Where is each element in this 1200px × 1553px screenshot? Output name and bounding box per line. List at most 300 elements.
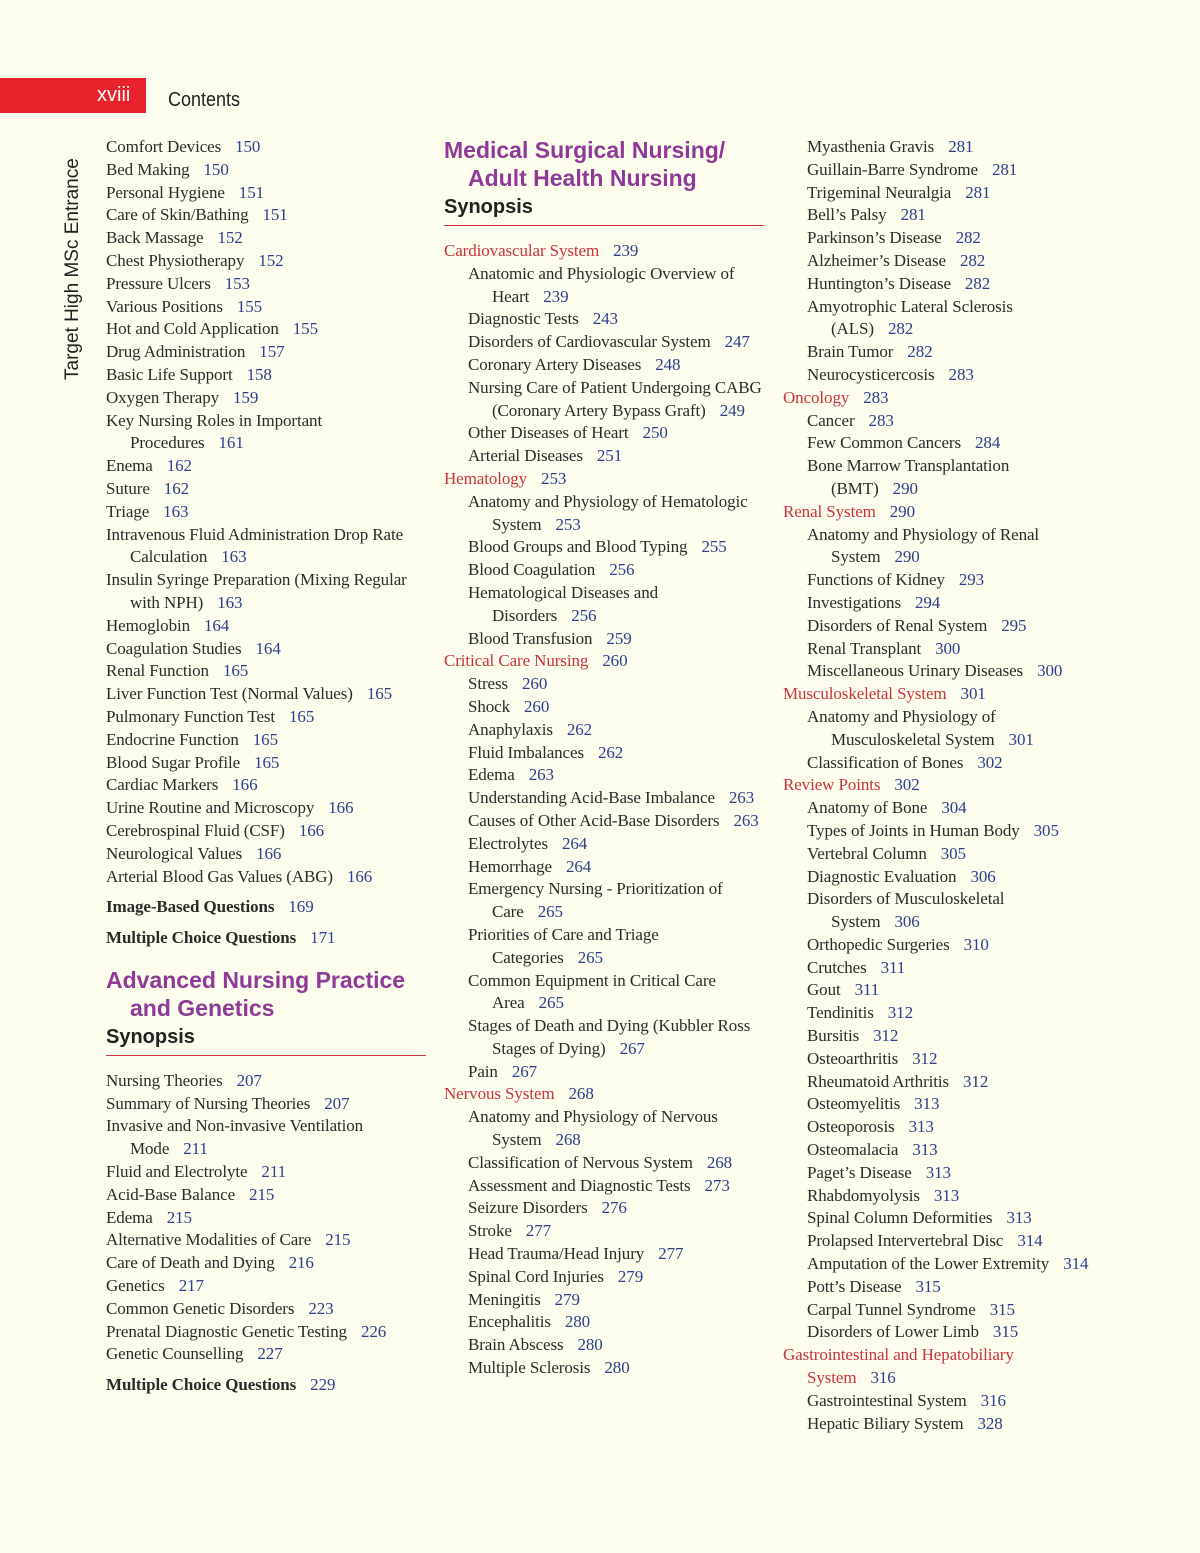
toc-entry-title: Amputation of the Lower Extremity bbox=[807, 1254, 1050, 1274]
toc-entry[interactable] bbox=[106, 866, 426, 889]
toc-entry[interactable] bbox=[106, 1229, 426, 1252]
spacer bbox=[106, 950, 426, 966]
toc-entry[interactable] bbox=[807, 524, 1093, 570]
toc-page-number: 282 bbox=[907, 342, 933, 362]
toc-page-number: 166 bbox=[347, 866, 373, 886]
toc-page-number: 249 bbox=[719, 400, 745, 420]
toc-entry-title: Insulin Syringe Preparation (Mixing Regular with NPH) bbox=[106, 570, 407, 612]
toc-entry-title: Causes of Other Acid-Base Disorders bbox=[468, 810, 720, 830]
toc-entry[interactable] bbox=[468, 810, 764, 833]
toc-entry-title: Stroke bbox=[468, 1221, 512, 1241]
toc-page-number: 313 bbox=[925, 1162, 951, 1182]
toc-entry[interactable] bbox=[106, 227, 426, 250]
toc-entry-title: Anatomy and Physiology of Musculoskeletal System bbox=[807, 706, 996, 749]
toc-section-entry[interactable] bbox=[783, 387, 1093, 410]
toc-entry-title: Care of Death and Dying bbox=[106, 1253, 275, 1273]
toc-page-number: 312 bbox=[963, 1071, 989, 1091]
toc-page-number: 166 bbox=[232, 775, 258, 795]
toc-entry[interactable] bbox=[807, 1390, 1093, 1413]
toc-entry[interactable] bbox=[807, 1025, 1093, 1048]
toc-page-number: 268 bbox=[555, 1130, 581, 1150]
toc-page-number: 315 bbox=[915, 1276, 941, 1296]
toc-entry-title: Cancer bbox=[807, 410, 855, 430]
toc-entry[interactable] bbox=[468, 1015, 764, 1061]
toc-entry-title: Assessment and Diagnostic Tests bbox=[468, 1175, 691, 1195]
toc-entry-title: Blood Sugar Profile bbox=[106, 752, 241, 772]
toc-entry[interactable] bbox=[106, 927, 426, 950]
toc-entry[interactable] bbox=[807, 957, 1093, 980]
toc-entry[interactable] bbox=[468, 1289, 764, 1312]
toc-entry[interactable] bbox=[807, 934, 1093, 957]
toc-entry[interactable] bbox=[468, 1357, 764, 1380]
toc-entry-title: Disorders of Renal System bbox=[807, 615, 988, 635]
toc-page-number: 282 bbox=[959, 250, 986, 270]
toc-section-entry[interactable] bbox=[783, 683, 1093, 706]
toc-entry-title: Multiple Choice Questions bbox=[106, 1375, 297, 1395]
toc-entry[interactable] bbox=[468, 331, 764, 354]
toc-entry-title: Common Equipment in Critical Care Area bbox=[468, 970, 716, 1013]
toc-entry[interactable] bbox=[807, 1048, 1093, 1071]
toc-entry-title: Hematological Diseases and Disorders bbox=[468, 582, 659, 625]
toc-list bbox=[783, 136, 1093, 1435]
toc-page-number: 260 bbox=[524, 696, 550, 716]
toc-page-number: 301 bbox=[1008, 729, 1034, 749]
toc-entry[interactable] bbox=[807, 1253, 1093, 1276]
toc-entry-title: Edema bbox=[468, 765, 515, 785]
toc-entry-title: Critical Care Nursing bbox=[444, 651, 589, 671]
toc-entry[interactable] bbox=[468, 628, 764, 651]
toc-entry[interactable] bbox=[807, 455, 1093, 501]
toc-entry[interactable] bbox=[468, 1311, 764, 1334]
toc-page-number: 260 bbox=[522, 674, 548, 694]
toc-entry[interactable] bbox=[807, 660, 1093, 683]
toc-page-number: 294 bbox=[914, 592, 941, 612]
toc-entry[interactable] bbox=[106, 683, 426, 706]
toc-entry[interactable] bbox=[468, 787, 764, 810]
toc-entry[interactable] bbox=[807, 227, 1093, 250]
toc-entry-title: Anatomy of Bone bbox=[807, 798, 928, 818]
toc-page-number: 316 bbox=[980, 1390, 1006, 1410]
toc-page-number: 162 bbox=[166, 456, 192, 476]
toc-entry[interactable] bbox=[468, 696, 764, 719]
toc-entry[interactable] bbox=[106, 1252, 426, 1275]
toc-entry[interactable] bbox=[807, 638, 1093, 661]
toc-page-number: 313 bbox=[908, 1117, 934, 1137]
toc-entry[interactable] bbox=[468, 856, 764, 879]
toc-entry-title: Classification of Nervous System bbox=[468, 1152, 693, 1172]
toc-entry-title: Basic Life Support bbox=[106, 364, 233, 384]
toc-entry-title: Osteoporosis bbox=[807, 1117, 895, 1137]
toc-entry-title: Renal Function bbox=[106, 661, 209, 681]
toc-page-number: 280 bbox=[564, 1312, 591, 1332]
toc-page-number: 150 bbox=[235, 137, 261, 156]
toc-entry[interactable] bbox=[468, 354, 764, 377]
toc-page-number: 162 bbox=[163, 478, 189, 498]
toc-page-number: 305 bbox=[940, 843, 966, 863]
toc-entry[interactable] bbox=[106, 159, 426, 182]
toc-page-number: 158 bbox=[246, 364, 272, 384]
toc-entry[interactable] bbox=[807, 797, 1093, 820]
toc-entry-title: Bed Making bbox=[106, 159, 190, 179]
toc-entry[interactable] bbox=[807, 1002, 1093, 1025]
toc-page-number: 247 bbox=[724, 332, 750, 352]
toc-entry-title: Edema bbox=[106, 1207, 153, 1227]
toc-entry[interactable] bbox=[468, 263, 764, 309]
page-number: xviii bbox=[97, 84, 131, 106]
toc-entry[interactable] bbox=[106, 1321, 426, 1344]
toc-page-number: 248 bbox=[655, 354, 681, 374]
toc-entry[interactable] bbox=[106, 410, 426, 456]
toc-page-number: 161 bbox=[218, 433, 244, 453]
toc-page-number: 215 bbox=[325, 1230, 351, 1250]
toc-page-number: 256 bbox=[571, 605, 597, 625]
toc-entry[interactable] bbox=[468, 559, 764, 582]
toc-entry-title: Myasthenia Gravis bbox=[807, 137, 935, 156]
toc-page-number: 165 bbox=[254, 752, 280, 772]
toc-page-number: 281 bbox=[991, 159, 1018, 179]
toc-entry[interactable] bbox=[807, 1299, 1093, 1322]
toc-entry[interactable] bbox=[807, 615, 1093, 638]
toc-entry[interactable] bbox=[106, 501, 426, 524]
toc-entry[interactable] bbox=[807, 250, 1093, 273]
toc-entry[interactable] bbox=[468, 1106, 764, 1152]
toc-page-number: 282 bbox=[955, 228, 981, 248]
toc-entry[interactable] bbox=[106, 136, 426, 159]
toc-entry[interactable] bbox=[106, 1275, 426, 1298]
toc-entry[interactable] bbox=[106, 1184, 426, 1207]
toc-section-entry[interactable] bbox=[444, 468, 764, 491]
toc-entry[interactable] bbox=[468, 924, 764, 970]
toc-page-number: 169 bbox=[288, 897, 314, 917]
toc-page-number: 166 bbox=[328, 798, 354, 818]
toc-entry-title: Pulmonary Function Test bbox=[106, 706, 276, 726]
toc-entry[interactable] bbox=[807, 1116, 1093, 1139]
toc-entry-title: Common Genetic Disorders bbox=[106, 1298, 295, 1318]
toc-entry-title: Diagnostic Evaluation bbox=[807, 866, 957, 886]
toc-page-number: 313 bbox=[1006, 1208, 1032, 1228]
toc-entry-title: Enema bbox=[106, 456, 153, 476]
toc-page-number: 300 bbox=[1037, 661, 1063, 681]
toc-entry[interactable] bbox=[468, 719, 764, 742]
toc-entry[interactable] bbox=[106, 524, 426, 570]
toc-entry[interactable] bbox=[468, 1152, 764, 1175]
toc-entry[interactable] bbox=[807, 273, 1093, 296]
toc-page-number: 165 bbox=[222, 661, 249, 681]
toc-page-number: 263 bbox=[728, 788, 755, 808]
toc-list bbox=[106, 136, 426, 950]
toc-entry[interactable] bbox=[106, 455, 426, 478]
toc-entry[interactable] bbox=[807, 888, 1093, 934]
toc-entry[interactable] bbox=[807, 1276, 1093, 1299]
toc-entry[interactable] bbox=[807, 341, 1093, 364]
toc-page-number: 313 bbox=[914, 1094, 940, 1114]
toc-entry[interactable] bbox=[106, 1093, 426, 1116]
toc-section-entry[interactable] bbox=[444, 240, 764, 263]
toc-page-number: 312 bbox=[873, 1026, 899, 1046]
toc-entry[interactable] bbox=[807, 1185, 1093, 1208]
toc-entry-title: Review Points bbox=[783, 775, 881, 795]
toc-entry[interactable] bbox=[106, 478, 426, 501]
toc-entry[interactable] bbox=[807, 752, 1093, 775]
toc-entry[interactable] bbox=[807, 364, 1093, 387]
toc-entry[interactable] bbox=[807, 1413, 1093, 1436]
toc-page-number: 157 bbox=[259, 342, 285, 362]
toc-entry[interactable] bbox=[807, 706, 1093, 752]
toc-entry[interactable] bbox=[106, 569, 426, 615]
toc-entry-title: Pott’s Disease bbox=[807, 1276, 902, 1296]
toc-page-number: 312 bbox=[887, 1003, 913, 1023]
toc-entry[interactable] bbox=[106, 364, 426, 387]
toc-entry[interactable] bbox=[807, 1207, 1093, 1230]
toc-entry[interactable] bbox=[807, 136, 1093, 159]
toc-entry-title: Musculoskeletal System bbox=[783, 684, 947, 704]
toc-entry-title: Various Positions bbox=[106, 296, 223, 316]
toc-entry-title: Summary of Nursing Theories bbox=[106, 1093, 311, 1113]
toc-entry[interactable] bbox=[807, 1162, 1093, 1185]
toc-entry-title: Priorities of Care and Triage Categories bbox=[468, 924, 659, 967]
toc-page-number: 328 bbox=[977, 1413, 1003, 1433]
toc-entry[interactable] bbox=[468, 1175, 764, 1198]
toc-entry[interactable] bbox=[106, 660, 426, 683]
toc-page-number: 151 bbox=[262, 205, 288, 225]
toc-entry-title: Other Diseases of Heart bbox=[468, 423, 629, 443]
toc-entry[interactable] bbox=[106, 1115, 426, 1161]
toc-entry-title: Genetic Counselling bbox=[106, 1344, 244, 1364]
toc-page-number: 265 bbox=[538, 993, 564, 1013]
toc-entry-title: Disorders of Cardiovascular System bbox=[468, 332, 711, 352]
toc-entry[interactable] bbox=[468, 422, 764, 445]
toc-page-number: 164 bbox=[255, 638, 281, 658]
toc-entry-title: Pain bbox=[468, 1061, 498, 1081]
toc-entry-title: Osteomalacia bbox=[807, 1140, 899, 1160]
toc-entry[interactable] bbox=[106, 318, 426, 341]
toc-entry-title: Multiple Sclerosis bbox=[468, 1358, 591, 1378]
toc-entry-title: Anatomic and Physiologic Overview of Heart bbox=[468, 263, 735, 306]
toc-entry[interactable] bbox=[468, 1334, 764, 1357]
toc-entry[interactable] bbox=[468, 1266, 764, 1289]
toc-entry-title: Chest Physiotherapy bbox=[106, 250, 245, 270]
toc-section-entry[interactable] bbox=[444, 1083, 764, 1106]
toc-page-number: 313 bbox=[933, 1185, 960, 1205]
toc-entry[interactable] bbox=[807, 843, 1093, 866]
toc-page-number: 316 bbox=[870, 1368, 896, 1388]
toc-entry[interactable] bbox=[807, 159, 1093, 182]
toc-entry-title: Invasive and Non-invasive Ventilation Mode bbox=[106, 1116, 364, 1159]
toc-page-number: 253 bbox=[555, 514, 581, 534]
toc-entry-title: Gastrointestinal System bbox=[807, 1390, 967, 1410]
toc-entry[interactable] bbox=[807, 1230, 1093, 1253]
toc-entry[interactable] bbox=[106, 341, 426, 364]
toc-entry[interactable] bbox=[106, 1161, 426, 1184]
toc-entry[interactable] bbox=[468, 1220, 764, 1243]
toc-page-number: 152 bbox=[217, 228, 243, 248]
toc-section-entry[interactable] bbox=[444, 650, 764, 673]
toc-page-number: 216 bbox=[288, 1253, 314, 1273]
toc-entry[interactable] bbox=[807, 592, 1093, 615]
toc-entry-title: Huntington’s Disease bbox=[807, 273, 951, 293]
toc-entry[interactable] bbox=[468, 308, 764, 331]
toc-entry[interactable] bbox=[468, 1197, 764, 1220]
toc-page-number: 306 bbox=[970, 866, 996, 886]
toc-entry[interactable] bbox=[468, 764, 764, 787]
toc-entry[interactable] bbox=[106, 774, 426, 797]
toc-page-number: 310 bbox=[963, 934, 989, 954]
toc-entry[interactable] bbox=[106, 1298, 426, 1321]
toc-entry[interactable] bbox=[807, 432, 1093, 455]
toc-page-number: 260 bbox=[602, 651, 628, 671]
toc-entry[interactable] bbox=[468, 673, 764, 696]
toc-entry-title: Hepatic Biliary System bbox=[807, 1413, 964, 1433]
toc-entry[interactable] bbox=[106, 896, 426, 919]
toc-entry[interactable] bbox=[807, 979, 1093, 1002]
toc-entry[interactable] bbox=[106, 204, 426, 227]
toc-entry-title: Cardiac Markers bbox=[106, 775, 219, 795]
toc-page-number: 150 bbox=[203, 159, 229, 179]
toc-entry-title: Trigeminal Neuralgia bbox=[807, 182, 952, 202]
toc-entry[interactable] bbox=[106, 273, 426, 296]
toc-page-number: 267 bbox=[511, 1061, 538, 1081]
toc-entry[interactable] bbox=[807, 569, 1093, 592]
toc-entry[interactable] bbox=[468, 445, 764, 468]
toc-page-number: 290 bbox=[892, 478, 918, 498]
toc-entry[interactable] bbox=[807, 1139, 1093, 1162]
toc-entry-title: Key Nursing Roles in Important Procedures bbox=[106, 410, 323, 453]
toc-entry-title: Gastrointestinal and Hepatobiliary System bbox=[783, 1345, 1014, 1388]
toc-page-number: 151 bbox=[238, 182, 264, 202]
toc-entry[interactable] bbox=[468, 878, 764, 924]
toc-section-entry[interactable] bbox=[783, 501, 1093, 524]
toc-entry-title: Crutches bbox=[807, 957, 867, 977]
toc-entry-title: Anatomy and Physiology of Renal System bbox=[807, 524, 1040, 567]
toc-entry[interactable] bbox=[106, 250, 426, 273]
toc-page-number: 263 bbox=[528, 765, 554, 785]
toc-entry[interactable] bbox=[468, 582, 764, 628]
toc-entry[interactable] bbox=[106, 387, 426, 410]
toc-entry[interactable] bbox=[807, 866, 1093, 889]
toc-entry-title: Blood Transfusion bbox=[468, 628, 593, 648]
toc-entry[interactable] bbox=[468, 970, 764, 1016]
toc-entry-title: Emergency Nursing - Prioritization of Care bbox=[468, 879, 723, 922]
toc-entry-title: Renal System bbox=[783, 501, 876, 521]
toc-entry[interactable] bbox=[807, 182, 1093, 205]
toc-entry-title: Vertebral Column bbox=[807, 843, 927, 863]
toc-page-number: 211 bbox=[183, 1139, 208, 1159]
toc-page-number: 306 bbox=[894, 912, 920, 932]
toc-entry[interactable] bbox=[468, 833, 764, 856]
toc-page-number: 283 bbox=[868, 410, 894, 430]
toc-page-number: 282 bbox=[887, 319, 914, 339]
toc-entry[interactable] bbox=[807, 204, 1093, 227]
toc-entry-title: Personal Hygiene bbox=[106, 182, 225, 202]
toc-entry-title: Renal Transplant bbox=[807, 638, 922, 658]
toc-entry[interactable] bbox=[807, 1093, 1093, 1116]
toc-entry-title: Carpal Tunnel Syndrome bbox=[807, 1299, 976, 1319]
toc-page-number: 267 bbox=[619, 1038, 645, 1058]
toc-entry-title: Electrolytes bbox=[468, 833, 548, 853]
toc-entry-title: Anatomy and Physiology of Nervous System bbox=[468, 1107, 718, 1150]
toc-entry-title: Spinal Column Deformities bbox=[807, 1208, 993, 1228]
toc-entry-title: Classification of Bones bbox=[807, 752, 964, 772]
toc-entry-title: Image-Based Questions bbox=[106, 897, 275, 917]
toc-entry[interactable] bbox=[468, 491, 764, 537]
toc-entry[interactable] bbox=[807, 1071, 1093, 1094]
toc-entry[interactable] bbox=[106, 797, 426, 820]
toc-page-number: 226 bbox=[360, 1321, 387, 1341]
toc-entry-title: Fluid and Electrolyte bbox=[106, 1162, 248, 1182]
toc-page-number: 314 bbox=[1017, 1231, 1043, 1251]
toc-entry[interactable] bbox=[106, 638, 426, 661]
toc-entry-title: Functions of Kidney bbox=[807, 570, 945, 590]
toc-page-number: 163 bbox=[217, 592, 243, 612]
toc-page-number: 211 bbox=[261, 1162, 286, 1182]
toc-page-number: 263 bbox=[733, 810, 759, 830]
toc-entry[interactable] bbox=[468, 377, 764, 423]
toc-page-number: 227 bbox=[257, 1344, 283, 1364]
toc-page-number: 268 bbox=[568, 1084, 594, 1104]
toc-entry[interactable] bbox=[106, 182, 426, 205]
toc-entry[interactable] bbox=[468, 742, 764, 765]
toc-page-number: 315 bbox=[989, 1299, 1015, 1319]
toc-entry-title: Head Trauma/Head Injury bbox=[468, 1244, 645, 1264]
toc-page-number: 302 bbox=[977, 752, 1003, 772]
toc-entry[interactable] bbox=[106, 1374, 426, 1397]
toc-entry-title: Seizure Disorders bbox=[468, 1198, 588, 1218]
toc-page-number: 311 bbox=[854, 980, 880, 1000]
toc-entry[interactable] bbox=[106, 706, 426, 729]
toc-entry-title: Alternative Modalities of Care bbox=[106, 1230, 312, 1250]
toc-entry[interactable] bbox=[807, 820, 1093, 843]
toc-entry[interactable] bbox=[807, 410, 1093, 433]
toc-page-number: 265 bbox=[577, 947, 603, 967]
toc-page-number: 305 bbox=[1033, 820, 1059, 840]
toc-page-number: 293 bbox=[958, 570, 985, 590]
toc-section-entry[interactable] bbox=[783, 774, 1093, 797]
toc-page-number: 153 bbox=[224, 273, 250, 293]
toc-entry-title: Suture bbox=[106, 478, 150, 498]
toc-entry[interactable] bbox=[106, 296, 426, 319]
toc-entry[interactable] bbox=[807, 1321, 1093, 1344]
toc-entry[interactable] bbox=[468, 536, 764, 559]
toc-page-number: 223 bbox=[308, 1298, 334, 1318]
toc-entry-title: Understanding Acid-Base Imbalance bbox=[468, 788, 715, 808]
toc-entry[interactable] bbox=[106, 729, 426, 752]
toc-page-number: 165 bbox=[366, 684, 393, 704]
toc-page-number: 166 bbox=[298, 820, 325, 840]
toc-entry-title: Bone Marrow Transplantation (BMT) bbox=[807, 456, 1010, 498]
toc-entry-title: Brain Tumor bbox=[807, 342, 894, 362]
toc-entry[interactable] bbox=[106, 1343, 426, 1366]
toc-entry[interactable] bbox=[106, 820, 426, 843]
toc-entry[interactable] bbox=[807, 296, 1093, 342]
toc-entry[interactable] bbox=[106, 615, 426, 638]
toc-page-number: 262 bbox=[597, 742, 624, 762]
toc-entry-title: Oxygen Therapy bbox=[106, 387, 220, 407]
toc-entry[interactable] bbox=[106, 752, 426, 775]
toc-entry-title: Blood Groups and Blood Typing bbox=[468, 537, 688, 557]
toc-entry[interactable] bbox=[468, 1061, 764, 1084]
toc-entry-title: Pressure Ulcers bbox=[106, 273, 211, 293]
toc-entry[interactable] bbox=[468, 1243, 764, 1266]
toc-entry[interactable] bbox=[106, 1207, 426, 1230]
toc-section-entry[interactable] bbox=[783, 1344, 1093, 1390]
toc-entry-title: Anaphylaxis bbox=[468, 719, 553, 739]
toc-entry[interactable] bbox=[106, 843, 426, 866]
toc-page-number: 314 bbox=[1063, 1254, 1089, 1274]
toc-entry[interactable] bbox=[106, 1070, 426, 1093]
toc-page-number: 279 bbox=[554, 1289, 580, 1309]
toc-list bbox=[106, 1070, 426, 1397]
toc-entry-title: Multiple Choice Questions bbox=[106, 928, 297, 948]
